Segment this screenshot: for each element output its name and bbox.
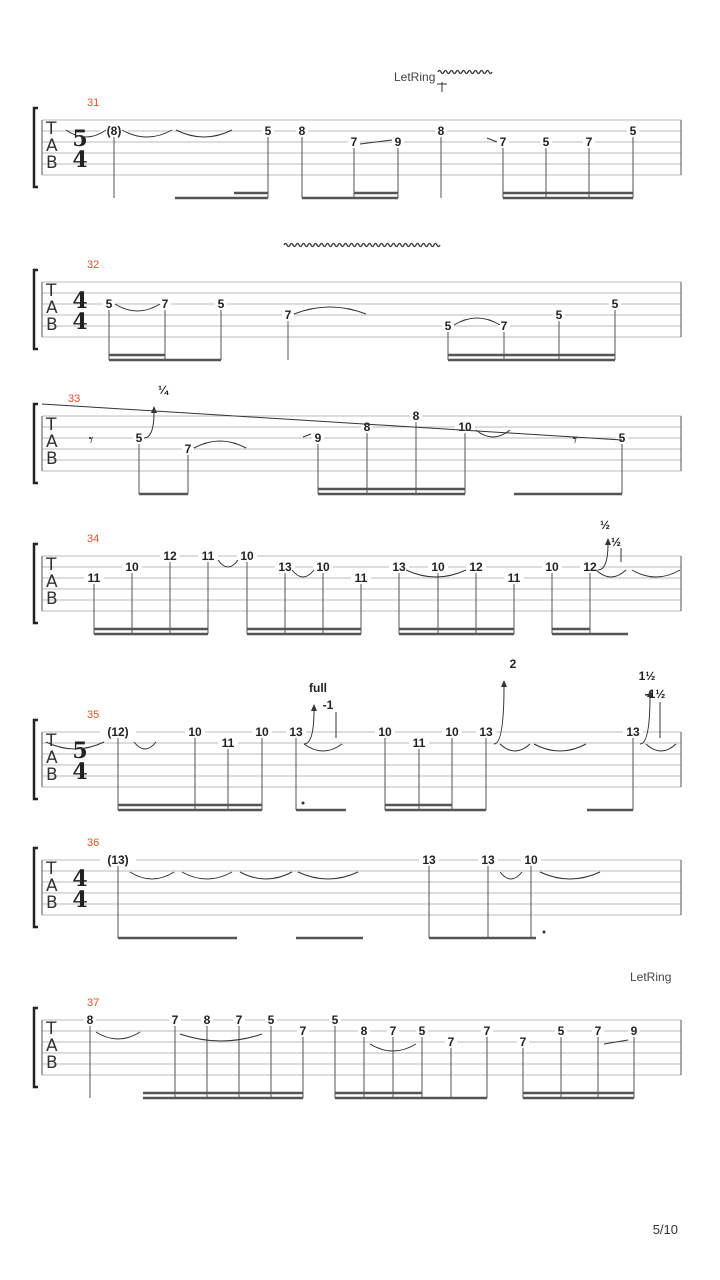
fret-number: 7 <box>184 442 192 456</box>
fret-number: 8 <box>412 409 420 423</box>
tab-clef-letter: A <box>46 136 58 156</box>
fret-number: 8 <box>363 420 371 434</box>
tie <box>180 1034 262 1041</box>
bend-label: 1½ <box>638 669 656 683</box>
tab-clef-letter: A <box>46 572 58 592</box>
fret-number: 13 <box>392 560 406 574</box>
fret-number: 7 <box>171 1013 179 1027</box>
fret-number: 5 <box>618 431 626 445</box>
staff-bracket <box>34 404 38 483</box>
tab-clef-letter: B <box>46 1053 58 1073</box>
bend-label: ½ <box>610 535 622 549</box>
tab-system-37 <box>34 997 681 1098</box>
fret-number: 13 <box>289 725 303 739</box>
fret-number: 7 <box>447 1035 455 1049</box>
slide-line <box>487 138 497 142</box>
tab-clef-letter: T <box>46 415 57 435</box>
time-signature-bottom: 4 <box>72 309 88 335</box>
time-signature-top: 4 <box>72 866 88 892</box>
measure-number: 36 <box>87 837 100 849</box>
bend-arrowhead <box>151 406 157 413</box>
fret-number: 5 <box>444 319 452 333</box>
tab-clef-letter: T <box>46 555 57 575</box>
tab-clef-letter: T <box>46 731 57 751</box>
tie <box>646 744 676 751</box>
let-ring-label: LetRing <box>630 970 672 984</box>
staff-bracket <box>34 1008 38 1087</box>
fret-number: 13 <box>481 853 495 867</box>
fret-number: 7 <box>389 1024 397 1038</box>
measure-number: 31 <box>87 97 100 109</box>
fret-number: (8) <box>106 124 122 138</box>
fret-number: 10 <box>431 560 445 574</box>
fret-number: 11 <box>354 571 368 585</box>
bend-label: ¼ <box>157 383 169 397</box>
fret-number: 10 <box>445 725 459 739</box>
fret-number: 7 <box>483 1024 491 1038</box>
fret-number: 13 <box>278 560 292 574</box>
tab-system-31 <box>34 97 681 198</box>
tie <box>500 872 522 879</box>
bend-label: -1½ <box>644 687 666 701</box>
tab-clef-letter: B <box>46 589 58 609</box>
tie <box>292 570 314 577</box>
fret-number: 10 <box>458 420 472 434</box>
tie <box>534 744 586 751</box>
tab-clef-letter: T <box>46 119 57 139</box>
tab-system-35 <box>34 709 681 810</box>
tie <box>240 872 292 879</box>
tie <box>294 307 366 314</box>
bend-arrowhead <box>501 680 507 687</box>
fret-number: 9 <box>394 135 402 149</box>
tie <box>540 872 600 879</box>
fret-number: 10 <box>545 560 559 574</box>
time-signature-top: 4 <box>72 288 88 314</box>
tab-clef-letter: T <box>46 859 57 879</box>
fret-number: 11 <box>201 549 215 563</box>
fret-number: 11 <box>87 571 101 585</box>
tab-clef-letter: T <box>46 281 57 301</box>
fret-number: 13 <box>422 853 436 867</box>
fret-number: 8 <box>86 1013 94 1027</box>
tie <box>596 570 626 577</box>
time-signature-top: 5 <box>72 738 88 764</box>
tie <box>194 441 246 448</box>
tie <box>500 744 530 751</box>
tab-system-34 <box>34 533 681 634</box>
fret-number: 7 <box>161 297 169 311</box>
fret-number: (12) <box>107 725 129 739</box>
slide-line <box>303 434 311 437</box>
tie <box>454 318 500 325</box>
tab-clef-letter: B <box>46 449 58 469</box>
tie <box>218 560 238 567</box>
fret-number: 5 <box>264 124 272 138</box>
time-signature-bottom: 4 <box>72 759 88 785</box>
fret-number: 7 <box>299 1024 307 1038</box>
time-signature-bottom: 4 <box>72 887 88 913</box>
measure-number: 34 <box>87 533 100 545</box>
fret-number: 7 <box>594 1024 602 1038</box>
fret-number: 11 <box>412 736 426 750</box>
fret-number: 8 <box>298 124 306 138</box>
tie <box>304 744 342 751</box>
fret-number: 9 <box>314 431 322 445</box>
bend-label: -1 <box>322 698 334 712</box>
bend-label: 2 <box>509 657 517 671</box>
measure-number: 37 <box>87 997 100 1009</box>
tie <box>96 1032 140 1039</box>
dot <box>302 802 305 805</box>
fret-number: 8 <box>437 124 445 138</box>
fret-number: 10 <box>240 549 254 563</box>
fret-number: 7 <box>499 135 507 149</box>
fret-number: 7 <box>519 1035 527 1049</box>
fret-number: 8 <box>203 1013 211 1027</box>
time-signature-top: 5 <box>72 126 88 152</box>
fret-number: 7 <box>585 135 593 149</box>
staff-bracket <box>34 720 38 799</box>
fret-number: (13) <box>107 853 129 867</box>
bend-label: full <box>309 681 327 695</box>
tab-clef-letter: A <box>46 432 58 452</box>
fret-number: 11 <box>507 571 521 585</box>
fret-number: 7 <box>284 308 292 322</box>
fret-number: 10 <box>378 725 392 739</box>
vibrato-line <box>438 71 492 74</box>
fret-number: 11 <box>221 736 235 750</box>
fret-number: 12 <box>469 560 483 574</box>
measure-number: 35 <box>87 709 100 721</box>
fret-number: 13 <box>479 725 493 739</box>
fret-number: 5 <box>135 431 143 445</box>
fret-number: 5 <box>542 135 550 149</box>
tab-system-33 <box>34 393 681 494</box>
measure-number: 32 <box>87 259 100 271</box>
dot <box>543 931 546 934</box>
tab-clef-letter: B <box>46 153 58 173</box>
fret-number: 13 <box>626 725 640 739</box>
staff-bracket <box>34 544 38 623</box>
fret-number: 7 <box>350 135 358 149</box>
staff-bracket <box>34 108 38 187</box>
rest-symbol: 𝄾 <box>572 430 578 451</box>
fret-number: 5 <box>217 297 225 311</box>
tie <box>632 570 680 577</box>
fret-number: 8 <box>360 1024 368 1038</box>
page-number: 5/10 <box>652 1222 678 1237</box>
tie <box>115 304 160 311</box>
fret-number: 10 <box>255 725 269 739</box>
tie <box>298 872 358 879</box>
fret-number: 7 <box>500 319 508 333</box>
tab-clef-letter: A <box>46 748 58 768</box>
slide-line <box>42 404 622 440</box>
fret-number: 5 <box>611 297 619 311</box>
let-ring-label: LetRing <box>394 70 436 84</box>
tab-clef-letter: A <box>46 1036 58 1056</box>
fret-number: 9 <box>630 1024 638 1038</box>
fret-number: 10 <box>316 560 330 574</box>
tab-system-32 <box>34 259 681 360</box>
rest-symbol: 𝄾 <box>88 430 94 451</box>
fret-number: 12 <box>583 560 597 574</box>
staff-bracket <box>34 270 38 349</box>
fret-number: 12 <box>163 549 177 563</box>
fret-number: 5 <box>555 308 563 322</box>
fret-number: 10 <box>188 725 202 739</box>
vibrato-line <box>284 244 440 247</box>
tab-clef-letter: T <box>46 1019 57 1039</box>
time-signature-bottom: 4 <box>72 147 88 173</box>
fret-number: 5 <box>331 1013 339 1027</box>
tab-clef-letter: B <box>46 315 58 335</box>
staff-bracket <box>34 848 38 927</box>
bend-label: ½ <box>599 518 611 532</box>
fret-number: 5 <box>629 124 637 138</box>
fret-number: 5 <box>105 297 113 311</box>
fret-number: 10 <box>524 853 538 867</box>
tab-clef-letter: A <box>46 876 58 896</box>
measure-number: 33 <box>68 393 81 405</box>
tab-system-36 <box>34 837 681 938</box>
tie <box>182 872 232 879</box>
tab-clef-letter: A <box>46 298 58 318</box>
tie <box>130 872 174 879</box>
tab-clef-letter: B <box>46 765 58 785</box>
fret-number: 7 <box>235 1013 243 1027</box>
fret-number: 10 <box>125 560 139 574</box>
fret-number: 5 <box>267 1013 275 1027</box>
tab-clef-letter: B <box>46 893 58 913</box>
fret-number: 5 <box>557 1024 565 1038</box>
fret-number: 5 <box>418 1024 426 1038</box>
bend-arrowhead <box>311 704 317 711</box>
